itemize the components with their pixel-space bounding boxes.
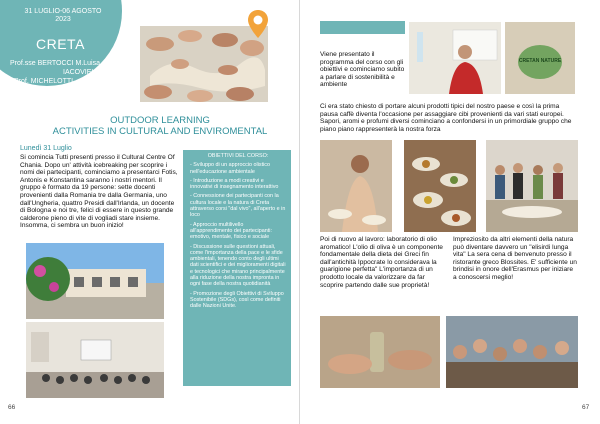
objective-item: - Introduzione a modi creativi e innovativi di insegnamento interattivo [190,177,279,191]
objectives-title: OBIETTIVI DEL CORSO: [207,153,269,159]
presenter-photo [409,22,501,94]
header-bar [320,21,405,34]
objective-item: - Discussione sulle questioni attuali, come l'importanza della pace e le sfide ambientali, tenendo conto degli ultimi dati scientifici e dei miglioramenti digitali e tecnologici che mirano principalmente alla riduzione della nostra impronta in ogni fase della nostra quotidianità [190,243,286,288]
objective-item: - Sviluppo di un approccio olistico nell'educazione ambientale [190,162,271,175]
teacher-1: Prof.sse BERTOCCI M.Luisa [10,60,100,67]
day-body-text: Si comincia Tutti presenti presso il Cultural Centre Of Chania. Dopo un' attività icebreaking per scoprire i nomi dei partecipanti, cominciamo a presentarci Fotis, Antonis e Konstantina saranno i nostri mentori. Il gruppo è formato da 19 persone: sette docenti provenienti dalla Romania tre dalla Germania, uno dall'Ungheria, quattro Presidi dall'Irlanda, un docente di Bologna e noi tre, felici di essere in questo grande calderone pieno di vite di vogliadi stare insieme. Insomma, ci sembra un buon inizio! [20,154,178,230]
page-number-right: 67 [582,404,590,411]
day-label: Lunedì 31 Luglio [20,145,72,152]
intro-text: Viene presentato il programma del corso con gli obiettivi e cominciamo subito a parlare di sostenibilità e ambiente [320,51,405,89]
dinner-group-photo [446,316,578,388]
classroom-photo [26,322,164,398]
olive-oil-lab-text: Poi di nuovo al lavoro: laboratorio di olio aromatico! L'olio di oliva è un componente fondamentale della dieta dei Greci fin dall'antichità Ippocrate lo considerava la guarigione perfetta" L'importanza di un prodotto locale da valorizzare da far scoprire partendo dalle sue proprietà! [320,236,443,289]
coffee-break-text: Ci era stato chiesto di portare alcuni prodotti tipici del nostro paese e così la prima pausa caffè diventa l'occasione per assaggiare cibi provenienti da vari stati europei. Sapori, aromi e profumi diversi cominciano a confondersi in un primordiale gruppo che piano piano rappresenterà la nostra forza [320,103,572,133]
city-title: CRETA [36,36,85,52]
right-page [300,0,600,424]
bag-text: CRETAN NATURE [518,58,562,64]
page-number-left: 66 [8,404,16,411]
group-buffet-photo [486,140,578,232]
oil-lab-photo [320,316,440,388]
course-title-line1: OUTDOOR LEARNING [110,115,210,126]
objective-item: - Promozione degli Obiettivi di Sviluppo Sostenibile (SDGs), così come definiti dalle Nazioni Unite. [190,290,284,310]
location-pin-icon [248,10,268,43]
teacher-4: Paolo [52,87,70,94]
food-table-photo [320,140,392,232]
teacher-3: Prof. MICHELOTTI [14,78,74,85]
cultural-centre-photo [26,243,164,319]
welcome-dinner-text: Impreziosito da altri elementi della natura può diventare davvero un "elisirdi lunga vita" La sera cena di benvenuto presso il ristorante greco Blossites. E' sufficiente un brindisi in onore dell'Erasmus per iniziare a conoscersi meglio! [453,236,577,281]
teacher-2: IACOVIELLO Rita [63,69,120,76]
snack-plates-photo [404,140,476,232]
tote-bag-photo [505,22,575,94]
course-title [30,115,290,137]
course-title-line2: ACTIVITIES IN CULTURAL AND ENVIROMENTAL [52,126,268,137]
objective-item: - Approccio multilivello all'apprendimento dei partecipanti: emotivo, mentale, fisico e sociale [190,221,272,241]
objective-item: - Connessione dei partecipanti con la cultura locale e la natura di Creta attraverso corsi "dal vivo", all'aperto e in loco [190,193,286,219]
trip-dates: 31 LUGLIO-06 AGOSTO 2023 [24,8,102,23]
objectives-text [190,153,286,313]
